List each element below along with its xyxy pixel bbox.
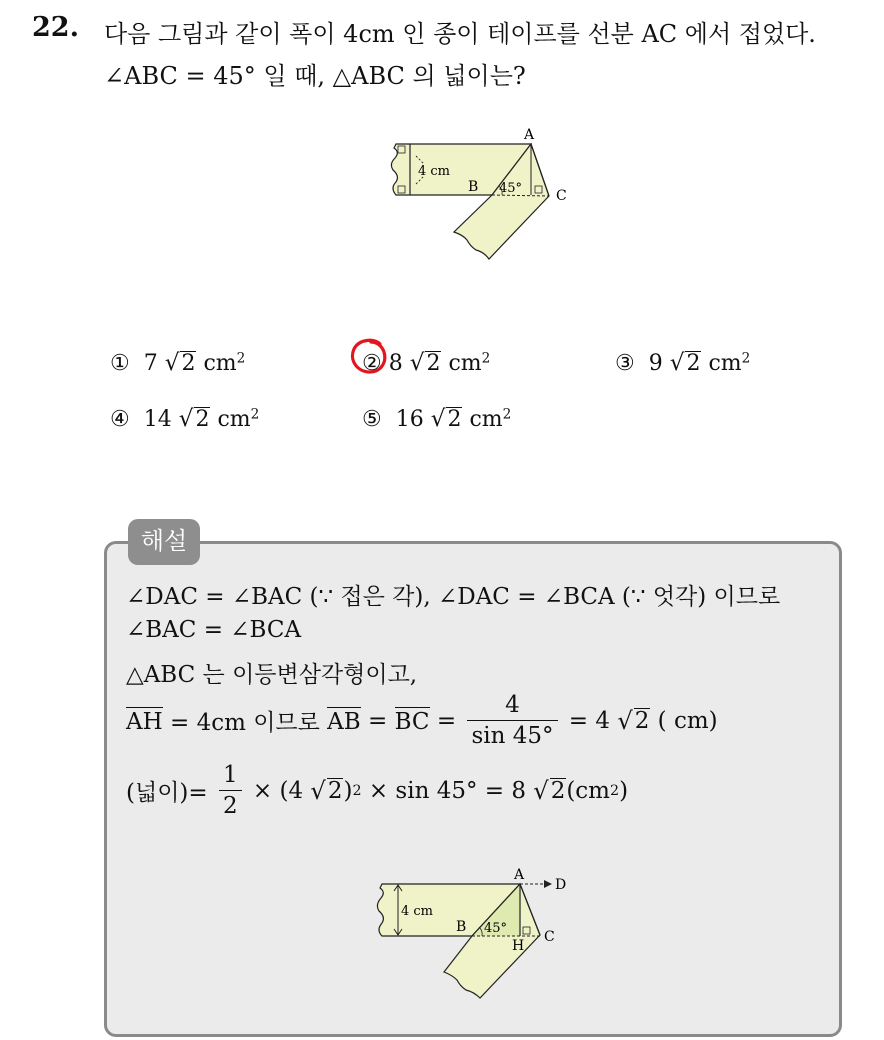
choice-1[interactable]: ① 7 √2 $cm^2$ (110, 350, 246, 376)
explanation-line3: △ABC 는 이등변삼각형이고, (126, 662, 418, 688)
fig2-label-a: A (514, 867, 525, 883)
fig2-label-c: C (544, 929, 555, 945)
question-number: 22. (32, 12, 79, 43)
choice-marker: ① (110, 351, 130, 376)
choice-marker: ③ (615, 351, 635, 376)
explanation-line5: (넓이)= $\frac{1}{2}$ × (4 √ 2 ) 2 × sin 45° = 8 √ 2 (cm 2 ) (126, 762, 629, 819)
figure-folded-tape (388, 122, 578, 264)
fig1-label-b: B (468, 179, 479, 195)
fig2-label-angle: 45° (484, 921, 508, 936)
explanation-label: 해설 (128, 519, 200, 565)
explanation-line1: ∠DAC = ∠BAC (∵ 접은 각), ∠DAC = ∠BCA (∵ 엇각) 이므로 (126, 584, 781, 610)
explanation-line4: AH = 4cm 이므로 AB = BC = $\frac{4}{\sin 45^\circ}$ = 4 √ 2 ( cm) (126, 692, 718, 749)
fig2-label-h: H (512, 938, 525, 954)
choice-3[interactable]: ③ 9 √2 $cm^2$ (615, 350, 751, 376)
choice-2[interactable]: ② 8 √2 $cm^2$ (362, 350, 491, 376)
explanation-line2: ∠BAC = ∠BCA (126, 617, 302, 643)
fig2-label-b: B (456, 919, 467, 935)
fig1-label-angle: 45° (499, 181, 523, 196)
fraction-one-half: $\frac{1}{2}$ (219, 762, 242, 819)
fig1-label-a: A (524, 127, 535, 143)
question-text-line2: ∠ABC = 45° 일 때, △ABC 의 넓이는? (104, 62, 526, 90)
question-text-line1: 다음 그림과 같이 폭이 4cm 인 종이 테이프를 선분 AC 에서 접었다. (104, 20, 816, 48)
choice-4[interactable]: ④ 14 √2 $cm^2$ (110, 406, 260, 432)
choice-marker: ② (362, 351, 382, 376)
choice-marker: ④ (110, 407, 130, 432)
choice-marker: ⑤ (362, 407, 382, 432)
fraction-4-over-sin45: $\frac{4}{\sin 45^\circ}$ (467, 692, 557, 749)
fig2-label-d: D (555, 877, 567, 893)
choice-5[interactable]: ⑤ 16 √2 $cm^2$ (362, 406, 512, 432)
fig2-label-width: 4 cm (401, 904, 434, 919)
fig1-label-width: 4 cm (418, 164, 451, 179)
figure-explanation-tape (374, 864, 584, 1004)
fig1-label-c: C (556, 188, 567, 204)
